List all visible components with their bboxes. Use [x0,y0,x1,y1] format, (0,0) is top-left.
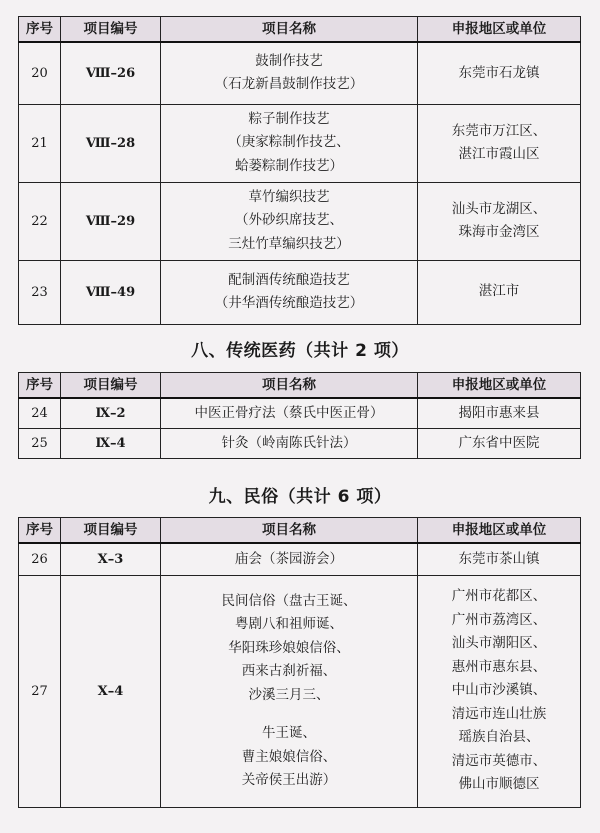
header-name: 项目名称 [161,518,418,544]
header-seq: 序号 [19,518,61,544]
code-cell: Ⅷ–29 [61,182,161,260]
table-medicine [18,372,581,459]
table-header-row [19,518,581,544]
region-line: 中山市沙溪镇、 [451,682,547,699]
region-line: 珠海市金湾区 [458,224,540,240]
name-line: 牛王诞、 [262,725,316,741]
table-row [19,104,581,182]
name-line: 粽子制作技艺 [248,110,330,127]
name-cell [161,260,418,324]
table-row [19,428,581,458]
name-line: 华阳珠珍娘娘信俗、 [228,639,350,656]
name-cell [161,182,418,260]
table-header-row [19,373,581,399]
table-crafts [18,16,581,325]
name-line: 草竹编织技艺 [248,188,330,205]
region-line: 东莞市石龙镇 [458,64,540,81]
code-cell: Ⅸ–4 [61,428,161,458]
region-line: 惠州市惠东县、 [451,658,547,675]
header-code: 项目编号 [61,17,161,43]
code-cell: Ⅹ–3 [61,543,161,575]
region-cell [418,260,581,324]
table-row [19,260,581,324]
name-cell: 针灸（岭南陈氏针法） [161,428,418,458]
region-cell [418,104,581,182]
region-line: 瑶族自治县、 [458,729,540,746]
name-line: 配制酒传统酿造技艺 [228,271,350,288]
table-row [19,42,581,104]
seq-cell: 20 [19,42,61,104]
header-seq: 序号 [19,17,61,43]
region-cell: 东莞市茶山镇 [418,543,581,575]
region-cell: 揭阳市惠来县 [418,398,581,428]
code-cell: Ⅷ–26 [61,42,161,104]
region-cell: 广东省中医院 [418,428,581,458]
header-code: 项目编号 [61,518,161,544]
region-cell [418,182,581,260]
name-cell [161,104,418,182]
region-line: 清远市英德市、 [451,752,547,769]
region-line: 清远市连山壮族 [451,705,547,722]
region-line: 广州市花都区、 [451,588,547,605]
name-line: 关帝侯王出游） [241,772,337,788]
table-row [19,182,581,260]
name-line: 三灶竹草编织技艺） [228,235,350,252]
table-folk-customs [18,517,581,808]
seq-cell: 22 [19,182,61,260]
section-title-folk-customs: 九、民俗（共计 6 项） [208,487,392,507]
name-line: 西来古刹祈福、 [241,663,337,679]
region-line: 广州市荔湾区、 [451,611,547,628]
header-region: 申报地区或单位 [418,17,581,43]
header-region: 申报地区或单位 [418,373,581,399]
seq-cell: 26 [19,543,61,575]
region-line: 汕头市潮阳区、 [451,635,547,652]
name-line: 鼓制作技艺 [255,52,323,69]
region-line: 汕头市龙湖区、 [451,200,547,217]
header-region: 申报地区或单位 [418,518,581,544]
code-cell: Ⅸ–2 [61,398,161,428]
region-cell [418,575,581,807]
table-row [19,575,581,807]
seq-cell: 24 [19,398,61,428]
code-cell: Ⅷ–49 [61,260,161,324]
name-cell: 庙会（茶园游会） [161,543,418,575]
name-line: （庚家粽制作技艺、 [228,134,350,151]
name-line: （石龙新昌鼓制作技艺） [214,76,364,93]
name-line: （外砂织席技艺、 [235,212,343,229]
name-line: 沙溪三月三、 [248,686,330,703]
table-row [19,543,581,575]
seq-cell: 23 [19,260,61,324]
name-line: 粤剧八和祖师诞、 [235,616,343,632]
name-gap [161,707,417,722]
header-name: 项目名称 [161,373,418,399]
header-seq: 序号 [19,373,61,399]
name-line: 曹主娘娘信俗、 [241,748,337,765]
table-header-row [19,17,581,43]
code-cell: Ⅹ–4 [61,575,161,807]
seq-cell: 27 [19,575,61,807]
name-cell [161,575,418,807]
name-cell [161,42,418,104]
name-line: 民间信俗（盘古王诞、 [221,592,357,609]
name-line: （井华酒传统酿造技艺） [214,295,364,311]
header-name: 项目名称 [161,17,418,43]
table-row [19,398,581,428]
code-cell: Ⅷ–28 [61,104,161,182]
region-line: 佛山市顺德区 [458,776,540,793]
seq-cell: 25 [19,428,61,458]
section-title-traditional-medicine: 八、传统医药（共计 2 项） [191,341,409,361]
region-line: 湛江市霞山区 [458,146,540,162]
name-line: 蛤蒌粽制作技艺） [235,157,343,174]
region-line: 湛江市 [478,283,520,300]
region-line: 东莞市万江区、 [451,122,547,139]
region-cell [418,42,581,104]
name-cell: 中医正骨疗法（蔡氏中医正骨） [161,398,418,428]
seq-cell: 21 [19,104,61,182]
header-code: 项目编号 [61,373,161,399]
